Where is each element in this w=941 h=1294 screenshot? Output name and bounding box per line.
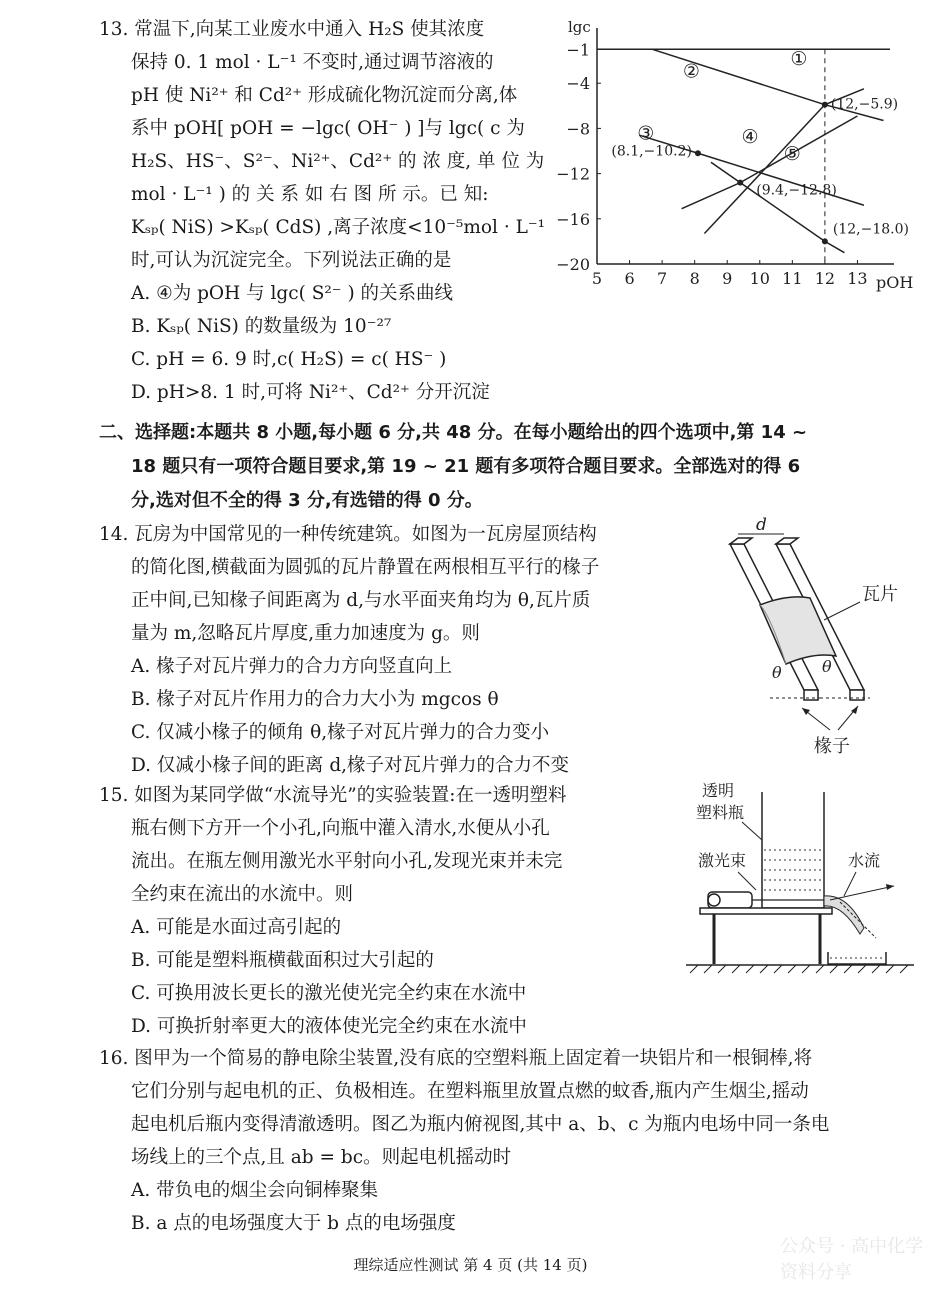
section-line: 18 题只有一项符合题目要求,第 19 ~ 21 题有多项符合题目要求。全部选对的得 6	[131, 456, 801, 477]
section-line: 分,选对但不全的得 3 分,有选错的得 0 分。	[131, 490, 483, 511]
label-water: 水流	[848, 851, 881, 870]
y-axis-label: lgc	[568, 18, 591, 36]
x-tick-label: 10	[749, 269, 770, 288]
data-label: (8.1,−10.2)	[611, 143, 692, 160]
x-tick-label: 9	[722, 269, 733, 288]
q13-option-c: C. pH = 6. 9 时,c( H₂S) = c( HS⁻ )	[131, 349, 447, 370]
x-tick-label: 11	[782, 269, 803, 288]
x-tick-label: 6	[624, 269, 635, 288]
data-point	[822, 238, 828, 244]
q14-line: 的简化图,横截面为圆弧的瓦片静置在两根相互平行的椽子	[131, 557, 600, 578]
x-axis-label: pOH	[876, 273, 914, 292]
label-d: d	[756, 515, 767, 535]
y-tick-label: −4	[566, 74, 590, 94]
q15-option-c: C. 可换用波长更长的激光使光完全约束在水流中	[131, 983, 527, 1004]
q14-figure	[710, 515, 920, 760]
q16-line: 它们分别与起电机的正、负极相连。在塑料瓶里放置点燃的蚊香,瓶内产生烟尘,摇动	[131, 1081, 809, 1102]
rafter-left-top	[730, 538, 752, 544]
curve-label: ⑤	[783, 143, 801, 166]
table	[700, 908, 832, 914]
q15-option-b: B. 可能是塑料瓶横截面积过大引起的	[131, 950, 434, 971]
q16-option-b: B. a 点的电场强度大于 b 点的电场强度	[131, 1213, 456, 1234]
q13-line: 时,可认为沉淀完全。下列说法正确的是	[131, 250, 452, 271]
q13-line: Kₛₚ( NiS) >Kₛₚ( CdS) ,离子浓度<10⁻⁵mol · L⁻¹	[131, 217, 546, 238]
x-tick-label: 12	[814, 269, 836, 288]
data-point	[737, 180, 743, 186]
q16-line: 场线上的三个点,且 ab = bc。则起电机摇动时	[131, 1147, 512, 1168]
q14-option-a: A. 椽子对瓦片弹力的合力方向竖直向上	[131, 656, 453, 677]
q13-option-b: B. Kₛₚ( NiS) 的数量级为 10⁻²⁷	[131, 316, 392, 337]
q16-line: 16. 图甲为一个简易的静电除尘装置,没有底的空塑料瓶上固定着一块铝片和一根铜棒,将	[99, 1048, 813, 1069]
q16-option-a: A. 带负电的烟尘会向铜棒聚集	[131, 1180, 379, 1201]
data-label: (9.4,−12.8)	[756, 182, 837, 199]
curve-label: ②	[682, 60, 700, 83]
q14-line: 量为 m,忽略瓦片厚度,重力加速度为 g。则	[131, 623, 480, 644]
x-tick-label: 5	[591, 269, 603, 288]
q16-line: 起电机后瓶内变得清澈透明。图乙为瓶内俯视图,其中 a、b、c 为瓶内电场中同一条电	[131, 1114, 830, 1135]
label-tile: 瓦片	[862, 584, 898, 605]
label-rafter: 椽子	[814, 736, 850, 757]
q13-option-d: D. pH>8. 1 时,可将 Ni²⁺、Cd²⁺ 分开沉淀	[131, 382, 490, 403]
x-tick-label: 7	[657, 269, 668, 288]
q14-option-b: B. 椽子对瓦片作用力的合力大小为 mgcos θ	[131, 689, 499, 710]
q15-option-a: A. 可能是水面过高引起的	[131, 917, 342, 938]
y-tick-label: −12	[556, 164, 590, 184]
label-theta-left: θ	[772, 663, 782, 682]
label-bottle-1: 透明	[702, 781, 735, 800]
data-point	[822, 102, 828, 108]
q15-figure	[680, 778, 920, 978]
q13-line: 系中 pOH[ pOH = −lgc( OH⁻ ) ]与 lgc( c 为	[131, 118, 525, 139]
q15-line: 流出。在瓶左侧用激光水平射向小孔,发现光束并未完	[131, 851, 563, 872]
data-label: (12,−18.0)	[832, 221, 909, 238]
q15-line: 瓶右侧下方开一个小孔,向瓶中灌入清水,水便从小孔	[131, 818, 550, 839]
section-line: 二、选择题:本题共 8 小题,每小题 6 分,共 48 分。在每小题给出的四个选项中,第 14 ~	[99, 422, 808, 443]
curve-label: ③	[637, 122, 655, 145]
x-tick-label: 8	[689, 269, 700, 288]
label-bottle-2: 塑料瓶	[696, 803, 745, 822]
q13-option-a: A. ④为 pOH 与 lgc( S²⁻ ) 的关系曲线	[131, 283, 454, 304]
q15-option-d: D. 可换折射率更大的液体使光完全约束在水流中	[131, 1016, 527, 1037]
page-footer: 理综适应性测试 第 4 页 (共 14 页)	[353, 1256, 588, 1274]
y-tick-label: −1	[566, 40, 590, 60]
q14-line: 14. 瓦房为中国常见的一种传统建筑。如图为一瓦房屋顶结构	[99, 524, 597, 545]
watermark: 公众号 · 高中化学资料分享	[780, 1236, 924, 1283]
curve-label: ④	[741, 126, 759, 149]
data-point	[695, 150, 701, 156]
x-tick-label: 13	[847, 269, 868, 288]
q13-line: 保持 0. 1 mol · L⁻¹ 不变时,通过调节溶液的	[131, 52, 494, 73]
q15-line: 15. 如图为某同学做“水流导光”的实验装置:在一透明塑料	[99, 785, 567, 806]
water-jet	[824, 896, 864, 934]
q15-line: 全约束在流出的水流中。则	[131, 884, 354, 905]
q13-line: pH 使 Ni²⁺ 和 Cd²⁺ 形成硫化物沉淀而分离,体	[131, 85, 518, 106]
water-in-bottle	[763, 848, 823, 907]
label-laser: 激光束	[698, 851, 747, 870]
y-tick-label: −16	[556, 209, 590, 229]
label-theta-right: θ	[822, 657, 832, 676]
y-tick-label: −20	[556, 255, 590, 274]
y-tick-label: −8	[566, 119, 590, 139]
q14-option-d: D. 仅减小椽子间的距离 d,椽子对瓦片弹力的合力不变	[131, 755, 570, 776]
rafter-right-top	[776, 538, 798, 544]
q14-line: 正中间,已知椽子间距离为 d,与水平面夹角均为 θ,瓦片质	[131, 590, 591, 611]
q14-option-c: C. 仅减小椽子的倾角 θ,椽子对瓦片弹力的合力变小	[131, 722, 550, 743]
q13-line: 13. 常温下,向某工业废水中通入 H₂S 使其浓度	[99, 19, 485, 40]
q13-chart	[556, 14, 920, 294]
data-label: (12,−5.9)	[830, 96, 899, 113]
curve-label: ①	[790, 48, 808, 71]
q13-line: mol · L⁻¹ ) 的 关 系 如 右 图 所 示。已 知:	[131, 184, 489, 205]
tile-shape	[760, 597, 836, 664]
q13-line: H₂S、HS⁻、S²⁻、Ni²⁺、Cd²⁺ 的 浓 度, 单 位 为	[131, 151, 545, 172]
